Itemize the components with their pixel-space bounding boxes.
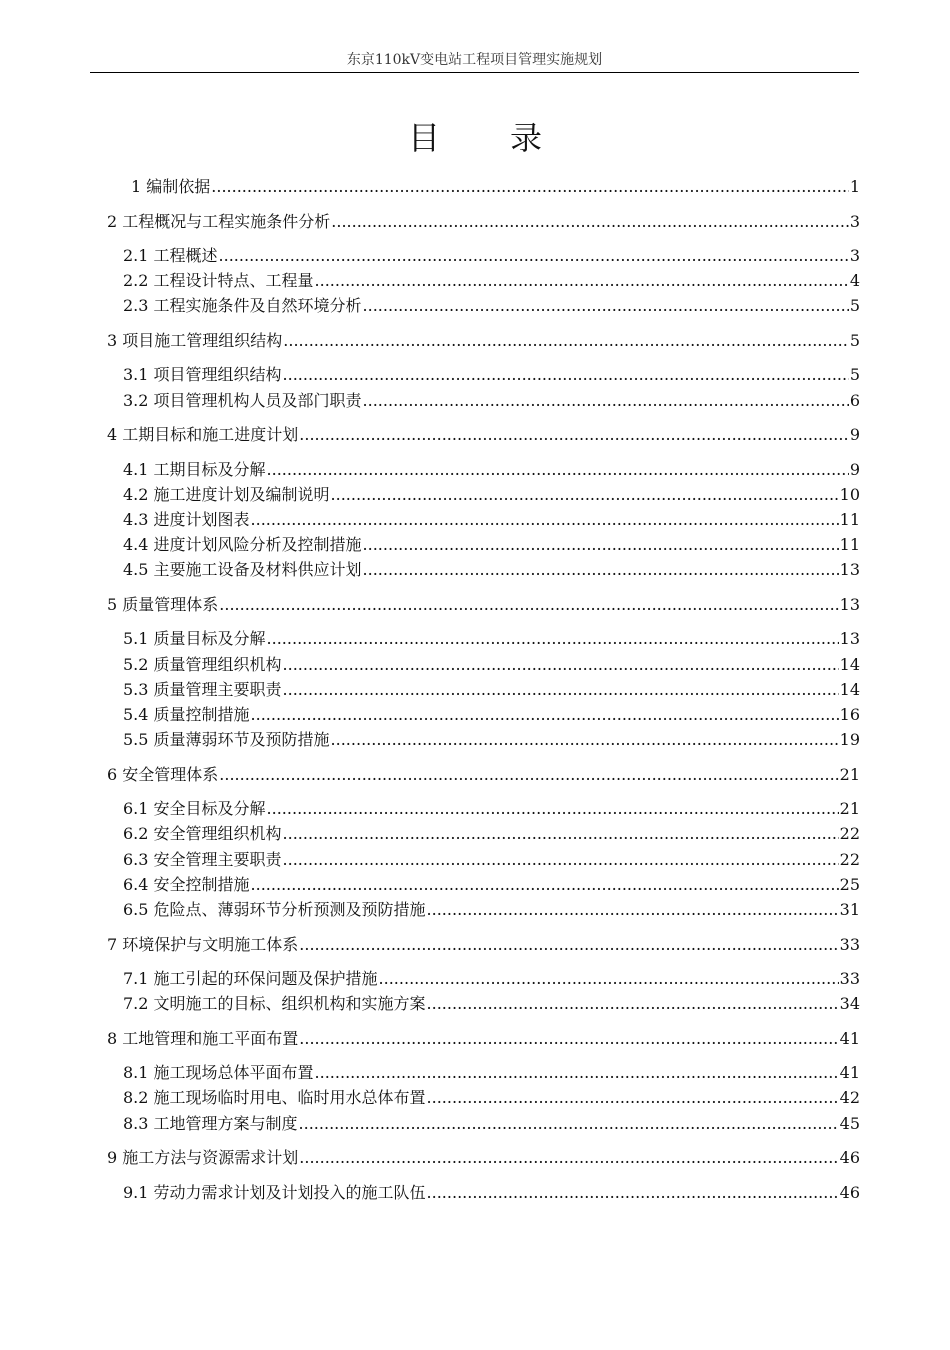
toc-section-entry[interactable] xyxy=(123,968,860,990)
toc-dot-leader xyxy=(299,424,849,446)
toc-dot-leader xyxy=(283,823,839,845)
toc-entry-label: 7.1 施工引起的环保问题及保护措施 xyxy=(123,969,378,988)
toc-entry-page-number: 41 xyxy=(839,1063,860,1083)
toc-entry-page-number: 22 xyxy=(839,849,860,869)
toc-dot-leader xyxy=(331,729,839,751)
toc-dot-leader xyxy=(379,968,839,990)
toc-dot-leader xyxy=(363,295,849,317)
toc-section-entry[interactable] xyxy=(123,295,860,317)
toc-dot-leader xyxy=(299,934,838,956)
toc-entry-page-number: 6 xyxy=(849,390,860,410)
toc-entry-page-number: 13 xyxy=(839,594,860,614)
toc-entry-label: 1 编制依据 xyxy=(131,177,211,196)
toc-section-entry[interactable] xyxy=(123,993,860,1015)
toc-section-entry[interactable] xyxy=(123,704,860,726)
toc-section-entry[interactable] xyxy=(123,270,860,292)
toc-section-entry[interactable] xyxy=(123,484,860,506)
toc-dot-leader xyxy=(219,245,849,267)
toc-entry-label: 3.2 项目管理机构人员及部门职责 xyxy=(123,390,362,410)
toc-section-entry[interactable] xyxy=(123,1113,860,1135)
toc-entry-label: 8.3 工地管理方案与制度 xyxy=(123,1113,298,1133)
toc-dot-leader xyxy=(363,390,849,412)
toc-entry-label: 5.3 质量管理主要职责 xyxy=(123,679,282,699)
toc-entry-page-number: 14 xyxy=(839,679,860,699)
toc-entry-label: 4 工期目标和施工进度计划 xyxy=(107,425,299,445)
toc-entry-label: 4.2 施工进度计划及编制说明 xyxy=(123,484,330,504)
toc-entry-label: 7.2 文明施工的目标、组织机构和实施方案 xyxy=(123,994,426,1014)
toc-section-entry[interactable] xyxy=(123,364,860,386)
toc-dot-leader xyxy=(427,899,839,921)
toc-entry-page-number: 3 xyxy=(849,246,860,265)
toc-chapter-entry[interactable] xyxy=(131,176,860,198)
toc-entry-page-number: 41 xyxy=(839,1028,860,1048)
toc-chapter-entry[interactable] xyxy=(107,594,860,616)
toc-section-entry[interactable] xyxy=(123,459,860,481)
toc-entry-page-number: 21 xyxy=(839,799,860,819)
toc-chapter-entry[interactable] xyxy=(107,1028,860,1050)
toc-chapter-entry[interactable] xyxy=(107,934,860,956)
toc-dot-leader xyxy=(219,594,838,616)
toc-entry-page-number: 11 xyxy=(839,510,860,529)
toc-section-entry[interactable] xyxy=(123,1087,860,1109)
toc-entry-label: 5.1 质量目标及分解 xyxy=(123,629,266,649)
toc-section-entry[interactable] xyxy=(123,874,860,896)
toc-chapter-entry[interactable] xyxy=(107,424,860,446)
toc-dot-leader xyxy=(219,764,838,786)
toc-entry-page-number: 10 xyxy=(839,484,860,504)
toc-dot-leader xyxy=(283,849,839,871)
toc-entry-label: 4.3 进度计划图表 xyxy=(123,510,250,529)
toc-dot-leader xyxy=(283,330,849,352)
toc-chapter-entry[interactable] xyxy=(107,1147,860,1169)
toc-section-entry[interactable] xyxy=(123,559,860,581)
toc-entry-label: 2.1 工程概述 xyxy=(123,246,218,265)
toc-entry-page-number: 13 xyxy=(839,560,860,580)
toc-entry-page-number: 9 xyxy=(849,459,860,479)
toc-dot-leader xyxy=(331,211,849,233)
toc-entry-page-number: 34 xyxy=(839,994,860,1014)
toc-entry-page-number: 11 xyxy=(839,535,860,555)
toc-entry-page-number: 5 xyxy=(849,365,860,385)
toc-entry-label: 5.2 质量管理组织机构 xyxy=(123,654,282,674)
toc-section-entry[interactable] xyxy=(123,899,860,921)
toc-entry-page-number: 46 xyxy=(839,1182,860,1202)
toc-dot-leader xyxy=(331,484,839,506)
toc-entry-label: 6.2 安全管理组织机构 xyxy=(123,824,282,844)
toc-chapter-entry[interactable] xyxy=(107,330,860,352)
toc-dot-leader xyxy=(427,1182,839,1204)
toc-entry-label: 3.1 项目管理组织结构 xyxy=(123,365,282,385)
toc-entry-page-number: 46 xyxy=(839,1148,860,1168)
toc-entry-label: 6 安全管理体系 xyxy=(107,764,219,784)
toc-dot-leader xyxy=(267,459,849,481)
toc-dot-leader xyxy=(299,1147,838,1169)
toc-chapter-entry[interactable] xyxy=(107,764,860,786)
toc-entry-label: 8.2 施工现场临时用电、临时用水总体布置 xyxy=(123,1088,426,1108)
toc-entry-page-number: 5 xyxy=(849,296,860,316)
toc-section-entry[interactable] xyxy=(123,245,860,267)
toc-entry-label: 6.5 危险点、薄弱环节分析预测及预防措施 xyxy=(123,900,426,919)
toc-dot-leader xyxy=(363,559,839,581)
toc-entry-page-number: 5 xyxy=(849,330,860,350)
toc-entry-label: 8 工地管理和施工平面布置 xyxy=(107,1028,299,1048)
toc-dot-leader xyxy=(315,270,849,292)
toc-entry-label: 5 质量管理体系 xyxy=(107,594,219,614)
toc-section-entry[interactable] xyxy=(123,1062,860,1084)
toc-entry-label: 5.4 质量控制措施 xyxy=(123,705,250,724)
toc-section-entry[interactable] xyxy=(123,628,860,650)
toc-entry-page-number: 16 xyxy=(839,705,860,724)
toc-dot-leader xyxy=(251,509,839,531)
toc-entry-label: 3 项目施工管理组织结构 xyxy=(107,330,283,350)
toc-entry-label: 6.4 安全控制措施 xyxy=(123,874,250,894)
toc-section-entry[interactable] xyxy=(123,1182,860,1204)
toc-dot-leader xyxy=(267,798,839,820)
toc-dot-leader xyxy=(315,1062,839,1084)
toc-section-entry[interactable] xyxy=(123,729,860,751)
toc-entry-label: 2.3 工程实施条件及自然环境分析 xyxy=(123,296,362,316)
toc-entry-label: 6.1 安全目标及分解 xyxy=(123,799,266,819)
toc-entry-page-number: 25 xyxy=(839,874,860,894)
toc-entry-label: 2 工程概况与工程实施条件分析 xyxy=(107,211,331,231)
toc-entry-page-number: 45 xyxy=(839,1113,860,1133)
toc-dot-leader xyxy=(283,679,839,701)
toc-entry-page-number: 19 xyxy=(839,730,860,750)
toc-dot-leader xyxy=(283,654,839,676)
toc-entry-page-number: 22 xyxy=(839,824,860,844)
toc-entry-label: 4.5 主要施工设备及材料供应计划 xyxy=(123,560,362,580)
toc-entry-page-number: 33 xyxy=(839,934,860,954)
toc-entry-page-number: 3 xyxy=(849,211,860,231)
toc-section-entry[interactable] xyxy=(123,654,860,676)
toc-dot-leader xyxy=(251,704,839,726)
toc-entry-label: 5.5 质量薄弱环节及预防措施 xyxy=(123,730,330,750)
toc-entry-label: 4.1 工期目标及分解 xyxy=(123,459,266,479)
toc-chapter-entry[interactable] xyxy=(107,211,860,233)
running-title: 东京110kV变电站工程项目管理实施规划 xyxy=(346,52,603,68)
toc-entry-label: 7 环境保护与文明施工体系 xyxy=(107,934,299,954)
toc-section-entry[interactable] xyxy=(123,823,860,845)
toc-entry-label: 4.4 进度计划风险分析及控制措施 xyxy=(123,535,362,555)
toc-entry-page-number: 13 xyxy=(839,629,860,649)
toc-section-entry[interactable] xyxy=(123,798,860,820)
toc-section-entry[interactable] xyxy=(123,390,860,412)
toc-entry-page-number: 31 xyxy=(839,900,860,919)
toc-entry-label: 9.1 劳动力需求计划及计划投入的施工队伍 xyxy=(123,1182,426,1202)
toc-entry-page-number: 21 xyxy=(839,764,860,784)
toc-entry-label: 8.1 施工现场总体平面布置 xyxy=(123,1063,314,1083)
toc-dot-leader xyxy=(299,1113,839,1135)
toc-entry-label: 2.2 工程设计特点、工程量 xyxy=(123,271,314,291)
toc-dot-leader xyxy=(427,1087,839,1109)
toc-dot-leader xyxy=(363,534,839,556)
toc-entry-label: 6.3 安全管理主要职责 xyxy=(123,849,282,869)
toc-dot-leader xyxy=(267,628,839,650)
toc-dot-leader xyxy=(211,176,849,198)
toc-entry-label: 9 施工方法与资源需求计划 xyxy=(107,1148,299,1168)
toc-section-entry[interactable] xyxy=(123,849,860,871)
toc-entry-page-number: 33 xyxy=(839,969,860,988)
toc-entry-page-number: 4 xyxy=(849,271,860,291)
toc-dot-leader xyxy=(283,364,849,386)
toc-entry-page-number: 42 xyxy=(839,1088,860,1108)
toc-section-entry[interactable] xyxy=(123,509,860,531)
toc-entry-page-number: 9 xyxy=(849,425,860,445)
toc-dot-leader xyxy=(251,874,839,896)
toc-title: 目录 xyxy=(407,119,612,157)
toc-entry-page-number: 1 xyxy=(849,177,860,196)
toc-dot-leader xyxy=(299,1028,838,1050)
toc-dot-leader xyxy=(427,993,839,1015)
toc-section-entry[interactable] xyxy=(123,534,860,556)
toc-entry-page-number: 14 xyxy=(839,654,860,674)
toc-section-entry[interactable] xyxy=(123,679,860,701)
